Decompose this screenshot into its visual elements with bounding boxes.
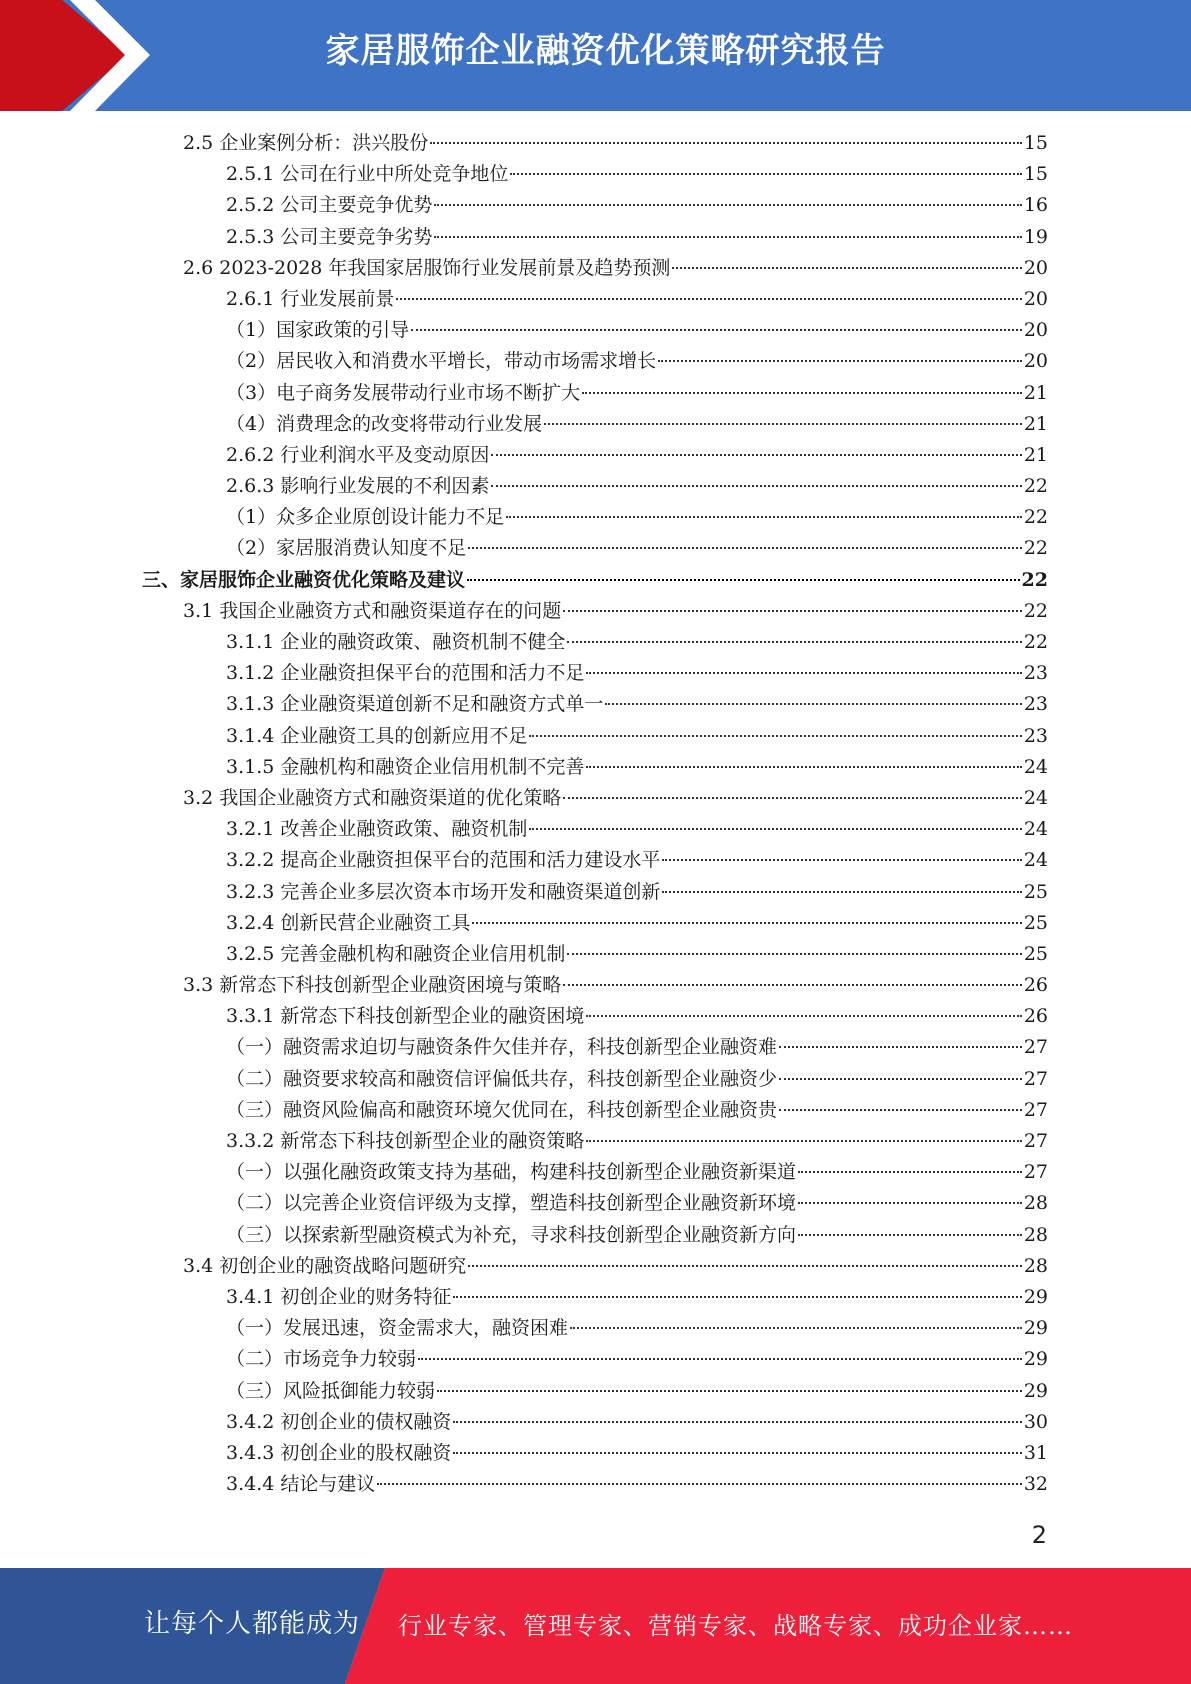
toc-dot-leader xyxy=(529,735,1021,737)
toc-entry[interactable] xyxy=(142,596,1048,627)
toc-entry-page: 27 xyxy=(1023,1130,1048,1152)
toc-dot-leader xyxy=(468,1265,1022,1267)
toc-entry-page: 29 xyxy=(1023,1379,1048,1402)
toc-dot-leader xyxy=(411,329,1022,331)
toc-entry-title: 2.5.1 公司在行业中所处竞争地位 xyxy=(226,163,509,186)
toc-dot-leader xyxy=(563,610,1022,612)
toc-entry-title: 3.1.4 企业融资工具的创新应用不足 xyxy=(226,724,528,747)
toc-entry-title: （二）融资要求较高和融资信评偏低共存，科技创新型企业融资少 xyxy=(226,1067,778,1090)
toc-entry-title: 2.6.1 行业发展前景 xyxy=(226,287,395,310)
toc-dot-leader xyxy=(586,766,1021,768)
page-number: 2 xyxy=(1031,1521,1047,1549)
toc-entry[interactable] xyxy=(142,689,1048,720)
toc-dot-leader xyxy=(662,859,1021,861)
toc-entry[interactable] xyxy=(142,939,1048,970)
toc-entry-title: 三、家居服饰企业融资优化策略及建议 xyxy=(142,568,466,591)
toc-entry[interactable] xyxy=(142,1001,1048,1032)
toc-entry-page: 21 xyxy=(1023,381,1048,404)
toc-entry-title: 3.4.2 初创企业的债权融资 xyxy=(226,1410,452,1433)
toc-entry-page: 26 xyxy=(1023,1005,1048,1028)
toc-entry[interactable] xyxy=(142,1157,1048,1188)
toc-dot-leader xyxy=(430,142,1022,144)
toc-entry-title: 3.1.5 金融机构和融资企业信用机制不完善 xyxy=(226,755,585,778)
toc-dot-leader xyxy=(510,173,1021,175)
toc-dot-leader xyxy=(453,1296,1021,1298)
toc-dot-leader xyxy=(396,298,1021,300)
toc-entry-title: 3.2.4 创新民营企业融资工具 xyxy=(226,911,471,934)
toc-dot-leader xyxy=(582,392,1022,394)
toc-dot-leader xyxy=(567,641,1021,643)
toc-entry[interactable] xyxy=(142,565,1048,596)
toc-dot-leader xyxy=(453,1452,1021,1454)
toc-entry-page: 16 xyxy=(1023,194,1048,217)
toc-entry-page: 20 xyxy=(1023,256,1048,279)
toc-entry-page: 22 xyxy=(1021,568,1048,591)
toc-dot-leader xyxy=(586,1015,1021,1017)
toc-dot-leader xyxy=(662,891,1021,893)
table-of-contents xyxy=(142,128,1048,1500)
toc-entry-page: 22 xyxy=(1023,506,1048,529)
toc-entry-title: 3.3.2 新常态下科技创新型企业的融资策略 xyxy=(226,1130,585,1152)
toc-dot-leader xyxy=(453,1421,1021,1423)
toc-entry-page: 26 xyxy=(1023,974,1048,997)
toc-entry-title: 3.2 我国企业融资方式和融资渠道的优化策略 xyxy=(183,786,562,809)
toc-entry[interactable] xyxy=(142,1188,1048,1219)
toc-entry-title: （一）融资需求迫切与融资条件欠佳并存，科技创新型企业融资难 xyxy=(226,1036,778,1059)
toc-entry[interactable] xyxy=(142,253,1048,284)
toc-dot-leader xyxy=(586,1140,1021,1142)
toc-dot-leader xyxy=(377,1483,1021,1485)
toc-entry-title: （3）电子商务发展带动行业市场不断扩大 xyxy=(226,381,581,404)
toc-entry[interactable] xyxy=(142,1469,1048,1500)
toc-entry-page: 23 xyxy=(1023,662,1048,685)
toc-entry-title: 3.1 我国企业融资方式和融资渠道存在的问题 xyxy=(183,599,562,622)
toc-entry-page: 27 xyxy=(1023,1067,1048,1090)
toc-entry[interactable] xyxy=(142,752,1048,783)
toc-entry-title: 2.5.3 公司主要竞争劣势 xyxy=(226,225,433,248)
toc-entry-page: 29 xyxy=(1023,1348,1048,1371)
toc-entry[interactable] xyxy=(142,346,1048,377)
toc-dot-leader xyxy=(434,204,1021,206)
toc-entry-page: 28 xyxy=(1023,1254,1048,1277)
toc-entry-title: （2）居民收入和消费水平增长，带动市场需求增长 xyxy=(226,350,657,373)
toc-dot-leader xyxy=(437,1390,1022,1392)
toc-entry-page: 22 xyxy=(1023,475,1048,498)
toc-entry[interactable] xyxy=(142,721,1048,752)
toc-entry-title: 3.2.3 完善企业多层次资本市场开发和融资渠道创新 xyxy=(226,880,661,903)
toc-dot-leader xyxy=(605,703,1021,705)
toc-entry-title: （1）国家政策的引导 xyxy=(226,319,410,342)
toc-entry-page: 28 xyxy=(1023,1192,1048,1215)
toc-entry-title: （三）以探索新型融资模式为补充，寻求科技创新型企业融资新方向 xyxy=(226,1223,797,1246)
toc-entry-page: 21 xyxy=(1023,412,1048,435)
toc-entry-title: 2.6.2 行业利润水平及变动原因 xyxy=(226,443,490,466)
toc-dot-leader xyxy=(567,953,1021,955)
toc-entry-title: （三）融资风险偏高和融资环境欠优同在，科技创新型企业融资贵 xyxy=(226,1098,778,1121)
toc-dot-leader xyxy=(586,672,1021,674)
toc-entry[interactable] xyxy=(142,1376,1048,1407)
toc-entry-title: 3.3 新常态下科技创新型企业融资困境与策略 xyxy=(183,974,562,997)
toc-entry-page: 25 xyxy=(1023,911,1048,934)
toc-dot-leader xyxy=(563,797,1022,799)
toc-entry[interactable] xyxy=(142,315,1048,346)
toc-entry-page: 27 xyxy=(1023,1161,1048,1184)
toc-entry-page: 22 xyxy=(1023,537,1048,560)
toc-dot-leader xyxy=(529,828,1021,830)
toc-entry[interactable] xyxy=(142,440,1048,471)
toc-dot-leader xyxy=(563,984,1022,986)
toc-entry-title: （一）以强化融资政策支持为基础，构建科技创新型企业融资新渠道 xyxy=(226,1161,797,1184)
report-title: 家居服饰企业融资优化策略研究报告 xyxy=(325,31,886,71)
toc-entry-title: 3.2.5 完善金融机构和融资企业信用机制 xyxy=(226,942,566,965)
toc-entry[interactable] xyxy=(142,378,1048,409)
toc-entry[interactable] xyxy=(142,409,1048,440)
toc-entry-page: 24 xyxy=(1023,786,1048,809)
toc-entry[interactable] xyxy=(142,159,1048,190)
toc-entry-page: 20 xyxy=(1023,287,1048,310)
toc-dot-leader xyxy=(434,236,1021,238)
toc-entry[interactable] xyxy=(142,533,1048,564)
toc-entry[interactable] xyxy=(142,845,1048,876)
toc-entry-page: 29 xyxy=(1023,1317,1048,1340)
toc-entry-page: 32 xyxy=(1023,1473,1048,1496)
toc-entry-title: 3.4.1 初创企业的财务特征 xyxy=(226,1285,452,1308)
toc-entry-title: （一）发展迅速，资金需求大，融资困难 xyxy=(226,1317,569,1340)
toc-entry-title: 3.1.2 企业融资担保平台的范围和活力不足 xyxy=(226,662,585,685)
toc-entry-page: 23 xyxy=(1023,693,1048,716)
toc-entry[interactable] xyxy=(142,1313,1048,1344)
toc-entry-page: 25 xyxy=(1023,880,1048,903)
toc-dot-leader xyxy=(798,1171,1022,1173)
toc-entry-title: 2.5.2 公司主要竞争优势 xyxy=(226,194,433,217)
toc-entry[interactable] xyxy=(142,1064,1048,1095)
toc-entry-page: 22 xyxy=(1023,631,1048,653)
toc-dot-leader xyxy=(779,1078,1022,1080)
toc-entry-page: 30 xyxy=(1023,1410,1048,1433)
toc-entry-title: 3.4.4 结论与建议 xyxy=(226,1473,376,1496)
toc-entry[interactable] xyxy=(142,1344,1048,1375)
toc-dot-leader xyxy=(798,1234,1022,1236)
toc-entry-page: 24 xyxy=(1023,818,1048,841)
toc-entry[interactable] xyxy=(142,627,1048,658)
toc-entry-title: （三）风险抵御能力较弱 xyxy=(226,1379,436,1402)
toc-entry[interactable] xyxy=(142,222,1048,253)
toc-entry[interactable] xyxy=(142,658,1048,689)
toc-entry-title: （二）以完善企业资信评级为支撑，塑造科技创新型企业融资新环境 xyxy=(226,1192,797,1215)
toc-entry-title: （2）家居服消费认知度不足 xyxy=(226,537,467,560)
toc-entry-title: 3.2.1 改善企业融资政策、融资机制 xyxy=(226,818,528,841)
toc-entry-title: 2.6.3 影响行业发展的不利因素 xyxy=(226,475,490,498)
toc-dot-leader xyxy=(467,579,1020,581)
toc-entry-page: 20 xyxy=(1023,350,1048,373)
toc-dot-leader xyxy=(506,516,1022,518)
toc-entry[interactable] xyxy=(142,1032,1048,1063)
toc-dot-leader xyxy=(798,1202,1022,1204)
toc-dot-leader xyxy=(468,547,1022,549)
toc-entry-title: 3.3.1 新常态下科技创新型企业的融资困境 xyxy=(226,1005,585,1028)
toc-dot-leader xyxy=(491,454,1021,456)
toc-dot-leader xyxy=(472,922,1021,924)
toc-entry[interactable] xyxy=(142,502,1048,533)
footer-banner xyxy=(0,1568,1191,1684)
toc-entry-page: 27 xyxy=(1023,1036,1048,1059)
toc-dot-leader xyxy=(672,267,1021,269)
toc-entry-page: 19 xyxy=(1023,225,1048,248)
toc-entry[interactable] xyxy=(142,783,1048,814)
toc-entry[interactable] xyxy=(142,814,1048,845)
toc-entry-page: 22 xyxy=(1023,599,1048,622)
toc-dot-leader xyxy=(491,485,1021,487)
toc-entry-page: 31 xyxy=(1023,1441,1048,1464)
footer-slogan-left: 让每个人都能成为 xyxy=(144,1609,361,1639)
toc-entry-page: 23 xyxy=(1023,724,1048,747)
toc-entry-title: 3.4 初创企业的融资战略问题研究 xyxy=(183,1254,467,1277)
toc-entry[interactable] xyxy=(142,908,1048,939)
toc-entry-page: 24 xyxy=(1023,849,1048,872)
toc-entry[interactable] xyxy=(142,1282,1048,1313)
toc-entry[interactable] xyxy=(142,1407,1048,1438)
toc-entry-page: 15 xyxy=(1023,163,1048,186)
toc-entry-title: 2.6 2023-2028 年我国家居服饰行业发展前景及趋势预测 xyxy=(183,256,671,279)
toc-dot-leader xyxy=(779,1046,1022,1048)
toc-entry-title: 3.2.2 提高企业融资担保平台的范围和活力建设水平 xyxy=(226,849,661,872)
toc-entry-title: 3.1.1 企业的融资政策、融资机制不健全 xyxy=(226,631,566,653)
toc-entry-page: 29 xyxy=(1023,1285,1048,1308)
toc-entry[interactable] xyxy=(142,1251,1048,1282)
toc-entry-title: （1）众多企业原创设计能力不足 xyxy=(226,506,505,529)
toc-dot-leader xyxy=(544,423,1022,425)
toc-entry-page: 24 xyxy=(1023,755,1048,778)
toc-entry-title: 3.1.3 企业融资渠道创新不足和融资方式单一 xyxy=(226,693,604,716)
toc-dot-leader xyxy=(418,1358,1022,1360)
header-banner xyxy=(0,0,1191,111)
toc-entry[interactable] xyxy=(142,1220,1048,1251)
toc-entry-title: 3.4.3 初创企业的股权融资 xyxy=(226,1441,452,1464)
toc-entry-page: 15 xyxy=(1023,132,1048,154)
toc-entry-page: 27 xyxy=(1023,1098,1048,1121)
toc-entry-page: 25 xyxy=(1023,942,1048,965)
toc-entry[interactable] xyxy=(142,471,1048,502)
toc-entry[interactable] xyxy=(142,1126,1048,1157)
toc-entry-title: （二）市场竞争力较弱 xyxy=(226,1348,417,1371)
toc-entry-page: 28 xyxy=(1023,1223,1048,1246)
toc-entry[interactable] xyxy=(142,1438,1048,1469)
toc-dot-leader xyxy=(779,1109,1022,1111)
toc-entry[interactable] xyxy=(142,970,1048,1001)
toc-entry[interactable] xyxy=(142,877,1048,908)
toc-entry-title: 2.5 企业案例分析：洪兴股份 xyxy=(183,132,429,154)
toc-entry[interactable] xyxy=(142,128,1048,159)
toc-entry-page: 21 xyxy=(1023,443,1048,466)
toc-entry[interactable] xyxy=(142,1095,1048,1126)
toc-dot-leader xyxy=(570,1327,1022,1329)
toc-dot-leader xyxy=(658,360,1022,362)
toc-entry[interactable] xyxy=(142,284,1048,315)
toc-entry-page: 20 xyxy=(1023,319,1048,342)
toc-entry[interactable] xyxy=(142,190,1048,221)
toc-entry-title: （4）消费理念的改变将带动行业发展 xyxy=(226,412,543,435)
footer-slogan-right: 行业专家、管理专家、营销专家、战略专家、成功企业家…… xyxy=(398,1612,1073,1640)
